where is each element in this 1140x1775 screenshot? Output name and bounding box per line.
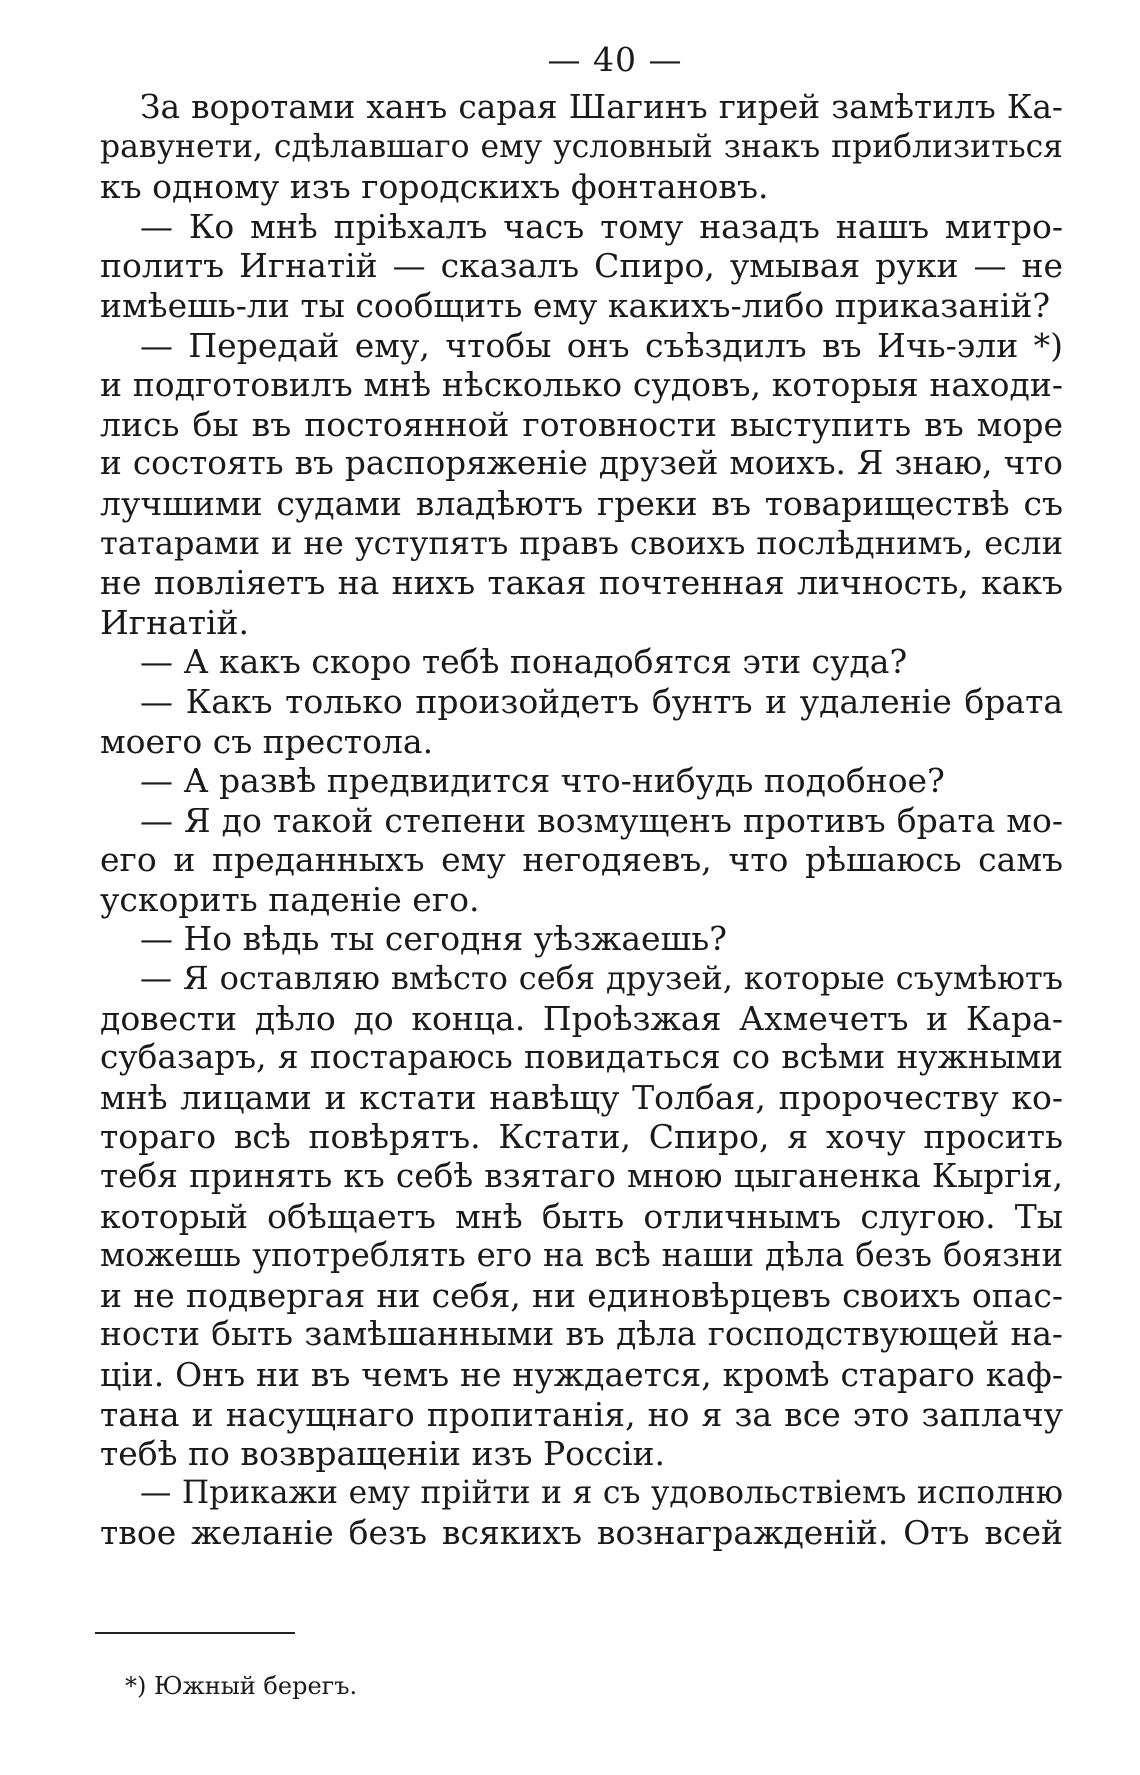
text-line: и состоять въ распоряженіе друзей моихъ. Я знаю, что bbox=[100, 444, 1063, 483]
text-line: — Передай ему, чтобы онъ съѣздилъ въ Ичь-эли *) bbox=[140, 325, 1063, 365]
text-line: который обѣщаетъ мнѣ быть отличнымъ слугою. Ты bbox=[100, 1196, 1063, 1236]
text-line: — Ко мнѣ пріѣхалъ часъ тому назадъ нашъ митро- bbox=[140, 206, 1063, 246]
text-line: не повліяетъ на нихъ такая почтенная личность, какъ bbox=[100, 563, 1063, 603]
text-line: имѣешь-ли ты сообщить ему какихъ-либо приказаній? bbox=[100, 285, 1051, 325]
text-line: тана и насущнаго пропитанія, но я за все это заплачу bbox=[100, 1394, 1063, 1434]
text-line: къ одному изъ городскихъ фонтановъ. bbox=[100, 167, 769, 207]
text-line: тебя принять къ себѣ взятаго мною цыганенка Кыргія, bbox=[100, 1157, 1063, 1196]
text-line: равунети, сдѣлавшаго ему условный знакъ приблизиться bbox=[100, 128, 1063, 165]
text-line: — Какъ только произойдетъ бунтъ и удаленіе брата bbox=[140, 681, 1063, 721]
text-line: и подготовилъ мнѣ нѣсколько судовъ, которыя находи- bbox=[100, 365, 1063, 405]
body-text bbox=[100, 88, 1063, 1553]
text-line: и не подвергая ни себя, ни единовѣрцевъ своихъ опас- bbox=[100, 1275, 1063, 1315]
text-line: моего съ престола. bbox=[100, 721, 434, 761]
text-line: можешь употреблять его на всѣ наши дѣла безъ боязни bbox=[100, 1236, 1063, 1275]
text-line: лись бы въ постоянной готовности выступить въ море bbox=[100, 404, 1063, 444]
text-line: ускорить паденіе его. bbox=[100, 879, 480, 919]
text-line: тораго всѣ повѣрятъ. Кстати, Спиро, я хочу просить bbox=[100, 1117, 1063, 1157]
text-line: довести дѣло до конца. Проѣзжая Ахмечетъ и Кара- bbox=[100, 998, 1063, 1038]
text-line: ности быть замѣшанными въ дѣла господствующей на- bbox=[100, 1315, 1063, 1354]
text-line: — Но вѣдь ты сегодня уѣзжаешь? bbox=[140, 919, 727, 959]
text-line: твое желаніе безъ всякихъ вознагражденій. Отъ всей bbox=[100, 1513, 1063, 1553]
text-line: — Я до такой степени возмущенъ противъ брата мо- bbox=[140, 800, 1063, 840]
text-line: — А развѣ предвидится что-нибудь подобное? bbox=[140, 761, 945, 801]
text-line: политъ Игнатій — сказалъ Спиро, умывая руки — не bbox=[100, 246, 1063, 286]
text-line: За воротами ханъ сарая Шагинъ гирей замѣтилъ Ка- bbox=[140, 88, 1063, 126]
text-line: его и преданныхъ ему негодяевъ, что рѣшаюсь самъ bbox=[100, 840, 1063, 880]
text-line: мнѣ лицами и кстати навѣщу Толбая, пророчеству ко- bbox=[100, 1077, 1063, 1117]
text-line: Игнатій. bbox=[100, 602, 250, 642]
text-line: — Прикажи ему прійти и я съ удовольствіемъ исполню bbox=[140, 1474, 1063, 1511]
footnote: *) Южный берегъ. bbox=[125, 1672, 358, 1700]
text-line: тебѣ по возвращеніи изъ Россіи. bbox=[100, 1434, 666, 1474]
text-line: татарами и не уступятъ правъ своихъ послѣднимъ, если bbox=[100, 523, 1063, 562]
page-number: — 40 — bbox=[547, 40, 683, 79]
text-line: — Я оставляю вмѣсто себя друзей, которые съумѣютъ bbox=[140, 959, 1063, 998]
text-line: субазаръ, я постараюсь повидаться со всѣми нужными bbox=[100, 1038, 1063, 1077]
text-line: — А какъ скоро тебѣ понадобятся эти суда? bbox=[140, 642, 908, 682]
text-line: лучшими судами владѣютъ греки въ товариществѣ съ bbox=[100, 483, 1063, 523]
footnote-divider bbox=[95, 1632, 295, 1634]
text-line: ціи. Онъ ни въ чемъ не нуждается, кромѣ стараго каф- bbox=[100, 1355, 1063, 1394]
